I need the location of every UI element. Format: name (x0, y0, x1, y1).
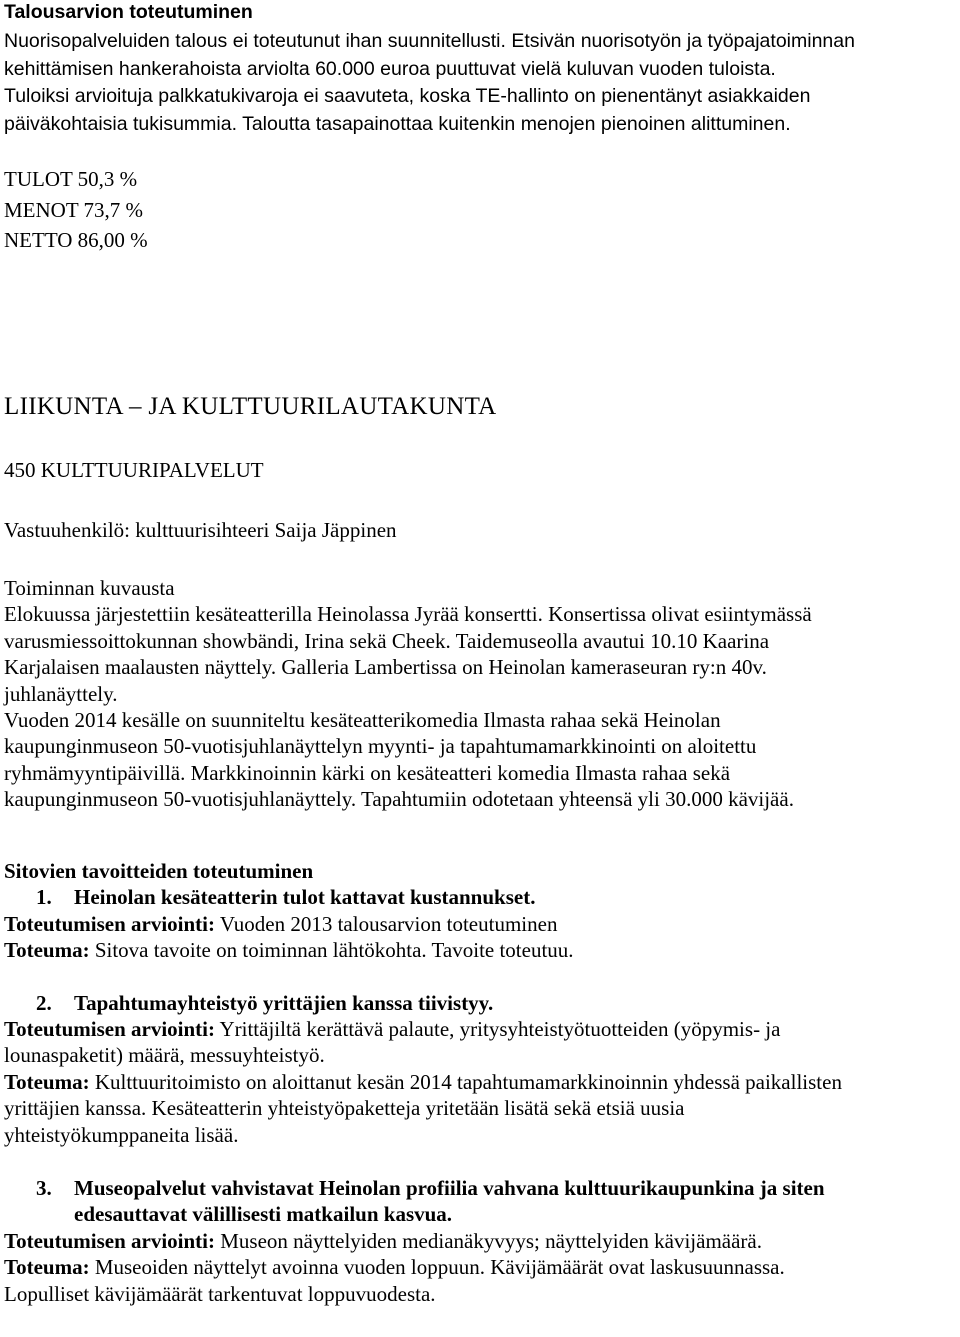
evaluation-text: Yrittäjiltä kerättävä palaute, yritysyhteistyötuotteiden (yöpymis- ja (214, 1017, 781, 1042)
responsible-person: Vastuuhenkilö: kulttuurisihteeri Saija Jäppinen (4, 518, 397, 542)
section-title: Talousarvion toteutuminen (4, 1, 253, 23)
result-text: Sitova tavoite on toiminnan lähtökohta. Tavoite toteutuu. (89, 938, 574, 963)
goal-title-text: Heinolan kesäteatterin tulot kattavat kustannukset. (74, 885, 536, 910)
goal-title-continued: edesauttavat välillisesti matkailun kasvua. (74, 1202, 453, 1227)
evaluation-text: Vuoden 2013 talousarvion toteutuminen (214, 911, 558, 936)
evaluation-label: Toteutumisen arviointi: (4, 1017, 215, 1042)
paragraph-line: Tuloiksi arvioituja palkkatukivaroja ei saavuteta, koska TE-hallinto on pienentänyt asiakkaiden (4, 85, 811, 107)
paragraph-line: juhlanäyttely. (4, 681, 118, 706)
goal-result (4, 1254, 954, 1280)
result-text: Kulttuuritoimisto on aloittanut kesän 2014 tapahtumamarkkinoinnin yhdessä paikallisten (89, 1069, 842, 1094)
paragraph-line: kaupunginmuseon 50-vuotisjuhlanäyttelyn myynti- ja tapahtumamarkkinointi on aloitettu (4, 734, 757, 759)
spacer (4, 964, 954, 990)
paragraph-line: Nuorisopalveluiden talous ei toteutunut ihan suunnitellusti. Etsivän nuorisotyön ja työpajatoiminnan (4, 30, 855, 52)
goal-title (4, 990, 954, 1016)
goal-result (4, 1069, 954, 1095)
percentage-line: TULOT 50,3 % (4, 167, 138, 191)
paragraph-line: Lopulliset kävijämäärät tarkentuvat loppuvuodesta. (4, 1281, 436, 1306)
paragraph-line: lounaspaketit) määrä, messuyhteistyö. (4, 1043, 325, 1068)
budget-paragraph (4, 28, 954, 138)
goal-result (4, 937, 954, 963)
budget-percentages (4, 164, 148, 256)
paragraph-line: ryhmämyyntipäivillä. Markkinoinnin kärki on kesäteatteri komedia Ilmasta rahaa sekä (4, 760, 731, 785)
evaluation-label: Toteutumisen arviointi: (4, 1228, 215, 1253)
goal-title-text: Museopalvelut vahvistavat Heinolan profiilia vahvana kulttuurikaupunkina ja siten (74, 1176, 825, 1201)
evaluation-text: Museon näyttelyiden medianäkyvyys; näyttelyiden kävijämäärä. (214, 1228, 762, 1253)
goal-evaluation (4, 911, 954, 937)
result-text: Museoiden näyttelyt avoinna vuoden loppuun. Kävijämäärät ovat laskusuunnassa. (89, 1255, 785, 1280)
unit-title: 450 KULTTUURIPALVELUT (4, 458, 264, 482)
description-section (4, 575, 954, 813)
paragraph-line: yhteistyökumppaneita lisää. (4, 1122, 239, 1147)
goal-title (4, 1175, 954, 1201)
paragraph-line: Vuoden 2014 kesälle on suunniteltu kesäteatterikomedia Ilmasta rahaa sekä Heinolan (4, 708, 721, 733)
result-label: Toteuma: (4, 938, 90, 963)
goal-title-text: Tapahtumayhteistyö yrittäjien kanssa tiivistyy. (74, 990, 494, 1015)
percentage-line: NETTO 86,00 % (4, 228, 148, 252)
paragraph-line: yrittäjien kanssa. Kesäteatterin yhteistyöpaketteja yritetään lisätä sekä etsiä uusia (4, 1096, 685, 1121)
goal-title (4, 884, 954, 910)
goal-evaluation (4, 1016, 954, 1042)
evaluation-label: Toteutumisen arviointi: (4, 911, 215, 936)
goals-heading: Sitovien tavoitteiden toteutuminen (4, 859, 314, 883)
description-heading: Toiminnan kuvausta (4, 576, 175, 600)
percentage-line: MENOT 73,7 % (4, 197, 144, 222)
goal-number: 1. (36, 885, 52, 910)
committee-title: LIIKUNTA – JA KULTTUURILAUTAKUNTA (4, 393, 497, 420)
paragraph-line: Elokuussa järjestettiin kesäteatterilla Heinolassa Jyrää konsertti. Konsertissa olivat esiintymässä (4, 602, 812, 627)
paragraph-line: päiväkohtaisia tukisummia. Taloutta tasapainottaa kuitenkin menojen pienoinen alittuminen. (4, 112, 791, 135)
paragraph-line: Karjalaisen maalausten näyttely. Galleria Lambertissa on Heinolan kameraseuran ry:n 40v. (4, 655, 767, 680)
goals-section (4, 858, 954, 1307)
paragraph-line: kaupunginmuseon 50-vuotisjuhlanäyttely. Tapahtumiin odotetaan yhteensä yli 30.000 kävijää. (4, 787, 794, 812)
result-label: Toteuma: (4, 1069, 90, 1094)
paragraph-line: kehittämisen hankerahoista arviolta 60.000 euroa puuttuvat vielä kuluvan vuoden tuloista. (4, 57, 776, 80)
goal-number: 2. (36, 990, 52, 1015)
paragraph-line: varusmiessoittokunnan showbändi, Irina sekä Cheek. Taidemuseolla avautui 10.10 Kaarina (4, 628, 770, 653)
goal-evaluation (4, 1228, 954, 1254)
result-label: Toteuma: (4, 1255, 90, 1280)
goal-number: 3. (36, 1176, 52, 1201)
spacer (4, 1148, 954, 1175)
